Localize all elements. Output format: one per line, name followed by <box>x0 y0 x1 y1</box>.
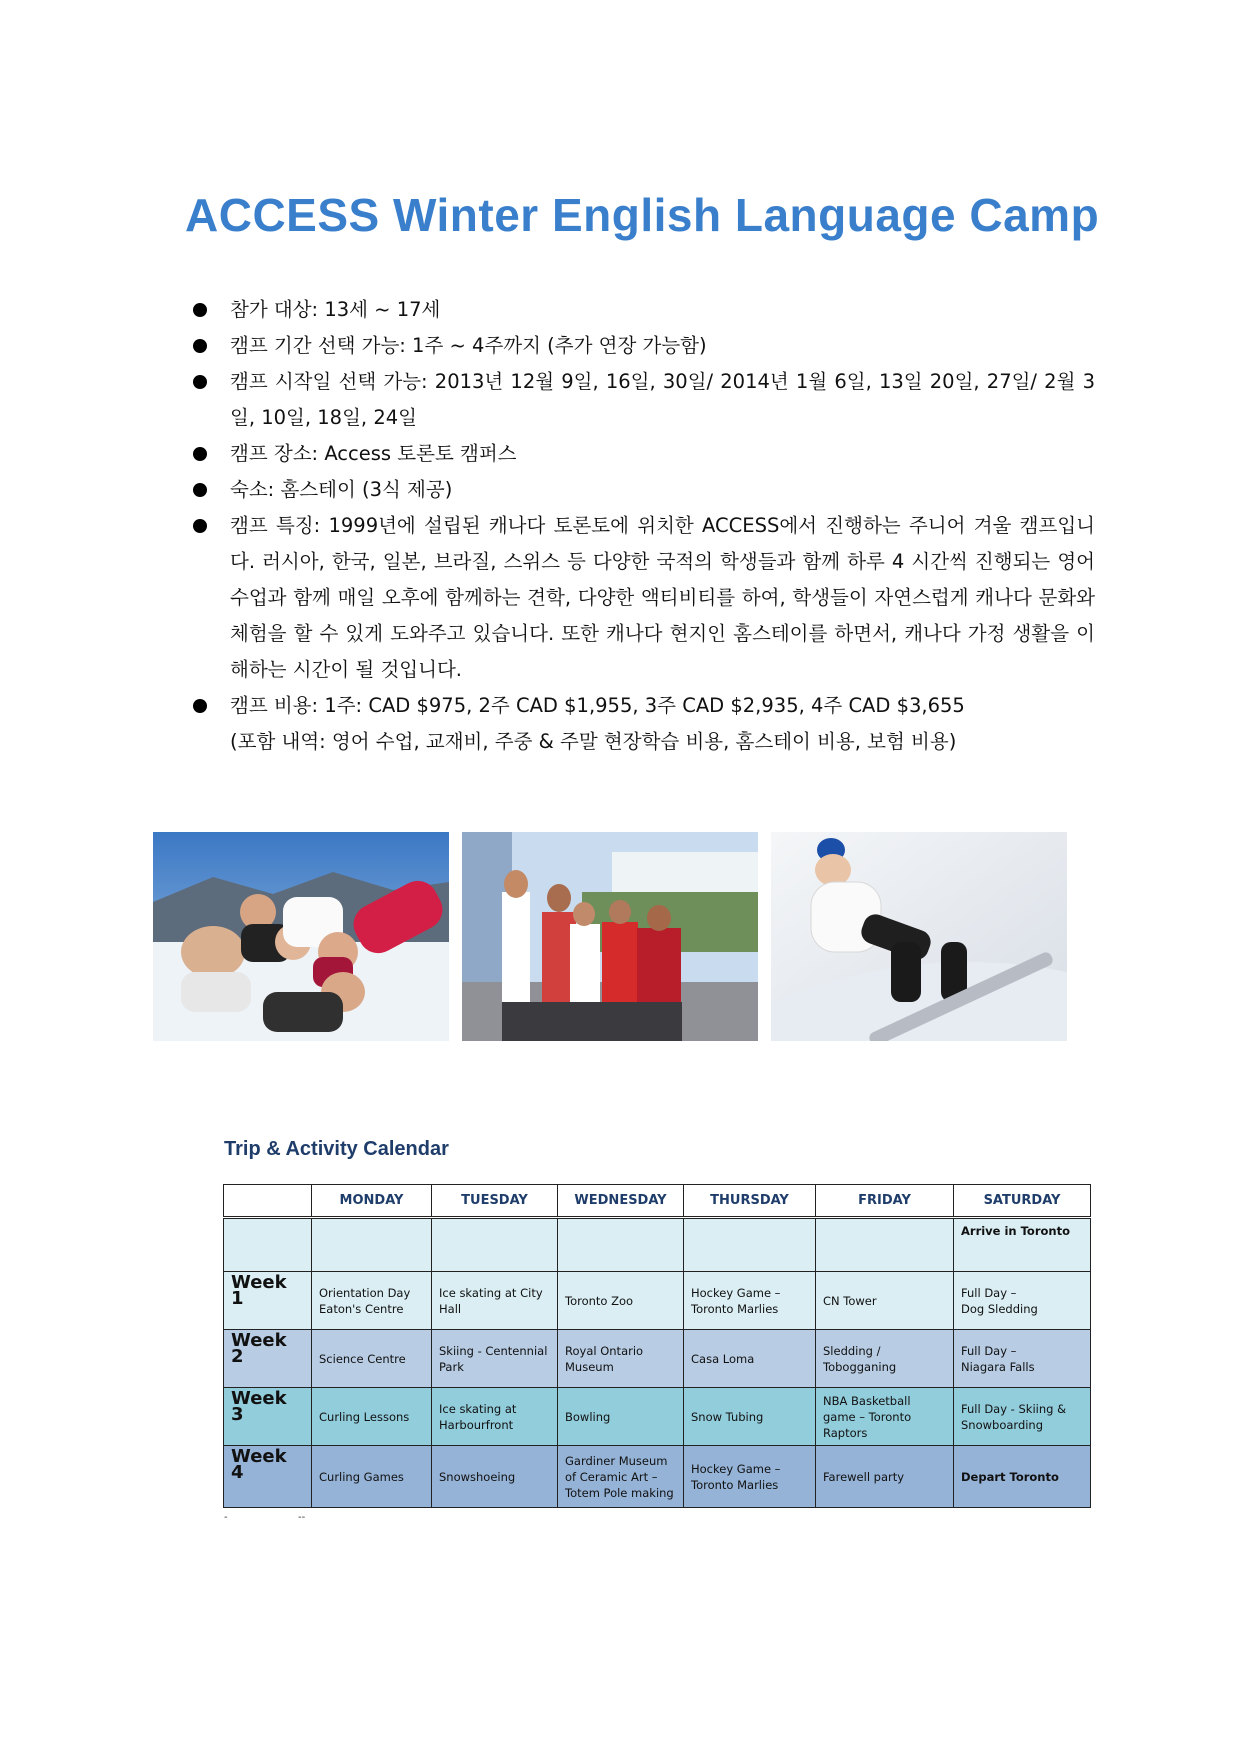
table-row <box>224 1218 1091 1272</box>
header-row <box>224 1185 1091 1218</box>
week-label: Week 4 <box>224 1446 312 1508</box>
footer-mark: - <box>224 1512 228 1523</box>
table-cell: Orientation Day Eaton's Centre <box>312 1272 432 1330</box>
column-header: TUESDAY <box>432 1185 558 1218</box>
table-cell: Hockey Game – Toronto Marlies <box>684 1446 816 1508</box>
table-cell: Sledding / Tobogganing <box>816 1330 954 1388</box>
bullet-icon <box>193 339 207 353</box>
footer-mark: -- <box>298 1512 306 1523</box>
bullet-icon <box>193 483 207 497</box>
table-cell: Full Day – Dog Sledding <box>954 1272 1091 1330</box>
bullet-icon <box>193 447 207 461</box>
column-header: FRIDAY <box>816 1185 954 1218</box>
table-cell: Hockey Game – Toronto Marlies <box>684 1272 816 1330</box>
column-header: SATURDAY <box>954 1185 1091 1218</box>
table-cell: Full Day - Skiing & Snowboarding <box>954 1388 1091 1446</box>
list-item: 숙소: 홈스테이 (3식 제공) <box>185 472 1095 508</box>
list-item: 캠프 비용: 1주: CAD $975, 2주 CAD $1,955, 3주 CAD $2,935, 4주 CAD $3,655 (포함 내역: 영어 수업, 교재비, 주중 & 주말 현장학습 비용, 홈스테이 비용, 보험 비용) <box>185 688 1095 760</box>
week-label: Week 1 <box>224 1272 312 1330</box>
calendar-title: Trip & Activity Calendar <box>224 1138 449 1160</box>
corner-cell <box>224 1185 312 1218</box>
camp-info-list <box>185 292 1095 760</box>
table-cell: Farewell party <box>816 1446 954 1508</box>
table-cell: Snow Tubing <box>684 1388 816 1446</box>
column-header: MONDAY <box>312 1185 432 1218</box>
table-cell: Depart Toronto <box>954 1446 1091 1508</box>
week-label: Week 2 <box>224 1330 312 1388</box>
table-cell: CN Tower <box>816 1272 954 1330</box>
table-cell: Casa Loma <box>684 1330 816 1388</box>
table-cell: Curling Lessons <box>312 1388 432 1446</box>
list-item: 캠프 특징: 1999년에 설립된 캐나다 토론토에 위치한 ACCESS에서 진행하는 주니어 겨울 캠프입니다. 러시아, 한국, 일본, 브라질, 스위스 등 다양한 국적의 학생들과 함께 하루 4 시간씩 진행되는 영어 수업과 함께 매일 오후에 함께하는 견학, 다양한 액티비티를 하여, 학생들이 자연스럽게 캐나다 문화와 체험을 할 수 있게 도와주고 있습니다. 또한 캐나다 현지인 홈스테이를 하면서, 캐나다 가정 생활을 이해하는 시간이 될 것입니다. <box>185 508 1095 688</box>
table-row <box>224 1272 1091 1330</box>
table-cell: Curling Games <box>312 1446 432 1508</box>
list-item: 캠프 시작일 선택 가능: 2013년 12월 9일, 16일, 30일/ 2014년 1월 6일, 13일 20일, 27일/ 2월 3일, 10일, 18일, 24일 <box>185 364 1095 436</box>
table-cell: Snowshoeing <box>432 1446 558 1508</box>
table-row <box>224 1446 1091 1508</box>
table-cell: Skiing - Centennial Park <box>432 1330 558 1388</box>
table-cell: Bowling <box>558 1388 684 1446</box>
students-by-harbour-photo <box>462 832 758 1041</box>
table-cell: Gardiner Museum of Ceramic Art – Totem Pole making <box>558 1446 684 1508</box>
column-header: THURSDAY <box>684 1185 816 1218</box>
table-cell: Science Centre <box>312 1330 432 1388</box>
cost-details: (포함 내역: 영어 수업, 교재비, 주중 & 주말 현장학습 비용, 홈스테이 비용, 보험 비용) <box>230 730 957 753</box>
table-row <box>224 1330 1091 1388</box>
table-cell: Arrive in Toronto <box>954 1218 1091 1272</box>
bullet-icon <box>193 699 207 713</box>
page-title: ACCESS Winter English Language Camp <box>185 189 1100 241</box>
table-cell: Ice skating at City Hall <box>432 1272 558 1330</box>
column-header: WEDNESDAY <box>558 1185 684 1218</box>
bullet-icon <box>193 303 207 317</box>
table-cell: Toronto Zoo <box>558 1272 684 1330</box>
table-cell: NBA Basketball game – Toronto Raptors <box>816 1388 954 1446</box>
table-cell: Ice skating at Harbourfront <box>432 1388 558 1446</box>
table-row <box>224 1388 1091 1446</box>
snowboarder-photo <box>771 832 1067 1041</box>
activity-calendar-table <box>223 1184 1091 1508</box>
list-item: 캠프 장소: Access 토론토 캠퍼스 <box>185 436 1095 472</box>
list-item: 캠프 기간 선택 가능: 1주 ~ 4주까지 (추가 연장 가능함) <box>185 328 1095 364</box>
bullet-icon <box>193 519 207 533</box>
group-in-snow-photo <box>153 832 449 1041</box>
table-cell: Royal Ontario Museum <box>558 1330 684 1388</box>
week-label: Week 3 <box>224 1388 312 1446</box>
list-item: 참가 대상: 13세 ~ 17세 <box>185 292 1095 328</box>
bullet-icon <box>193 375 207 389</box>
table-cell: Full Day – Niagara Falls <box>954 1330 1091 1388</box>
